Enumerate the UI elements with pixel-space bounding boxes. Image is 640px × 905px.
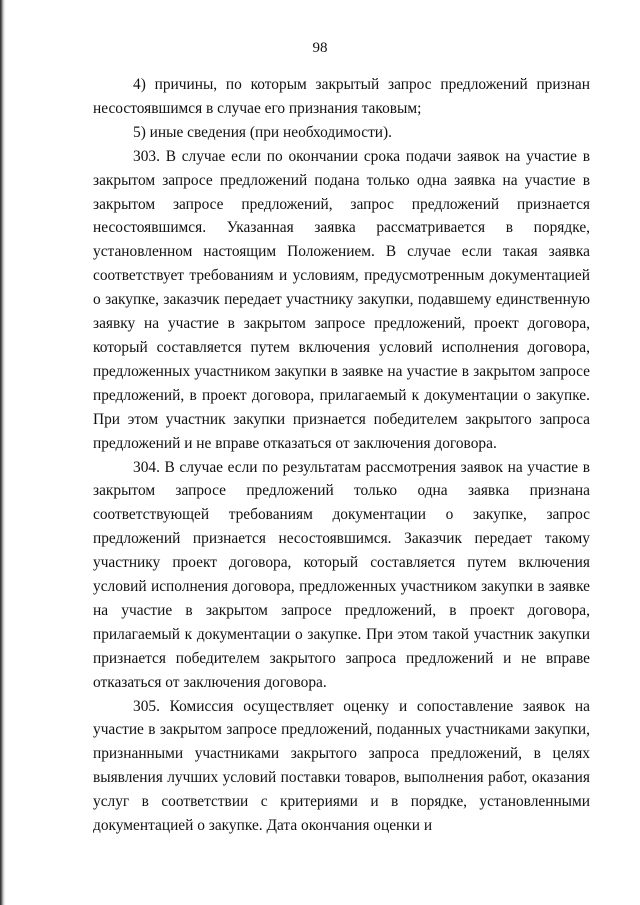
paragraph-305: 305. Комиссия осуществляет оценку и сопоставление заявок на участие в закрытом запросе предложений, поданных участниками закупки, признанными участниками закрытого запроса предложений, в целях выявления лучших условий поставки товаров, выполнения работ, оказания услуг в соответствии с критериями и в порядке, установленными документацией о закупке. Дата окончания оценки и — [93, 697, 590, 835]
document-body — [93, 73, 590, 838]
paragraph-303: 303. В случае если по окончании срока подачи заявок на участие в закрытом запросе предложений подана только одна заявка на участие в закрытом запросе предложений, запрос предложений признается несостоявшимся. Указанная заявка рассматривается в порядке, установленном настоящим Положением. В случае если такая заявка соответствует требованиям и условиям, предусмотренным документацией о закупке, заказчик передает участнику закупки, подавшему единственную заявку на участие в закрытом запросе предложений, проект договора, который составляется путем включения условий исполнения договора, предложенных участником закупки в заявке на участие в закрытом запросе предложений, в проект договора, прилагаемый к документации о закупке. При этом участник закупки признается победителем закрытого запроса предложений и не вправе отказаться от заключения договора. — [93, 147, 590, 452]
scan-left-edge — [0, 0, 6, 905]
page-number: 98 — [312, 40, 328, 56]
paragraph-reasons: 4) причины, по которым закрытый запрос предложений признан несостоявшимся в случае его признания таковым; — [93, 76, 590, 117]
paragraph-304: 304. В случае если по результатам рассмотрения заявок на участие в закрытом запросе предложений только одна заявка признана соответствующей требованиям документации о закупке, запрос предложений признается несостоявшимся. Заказчик передает такому участнику проект договора, который составляется путем включения условий исполнения договора, предложенных участником закупки в заявке на участие в закрытом запросе предложений, в проект договора, прилагаемый к документации о закупке. При этом такой участник закупки признается победителем закрытого запроса предложений и не вправе отказаться от заключения договора. — [93, 458, 590, 691]
paragraph-other-info: 5) иные сведения (при необходимости). — [133, 123, 393, 141]
